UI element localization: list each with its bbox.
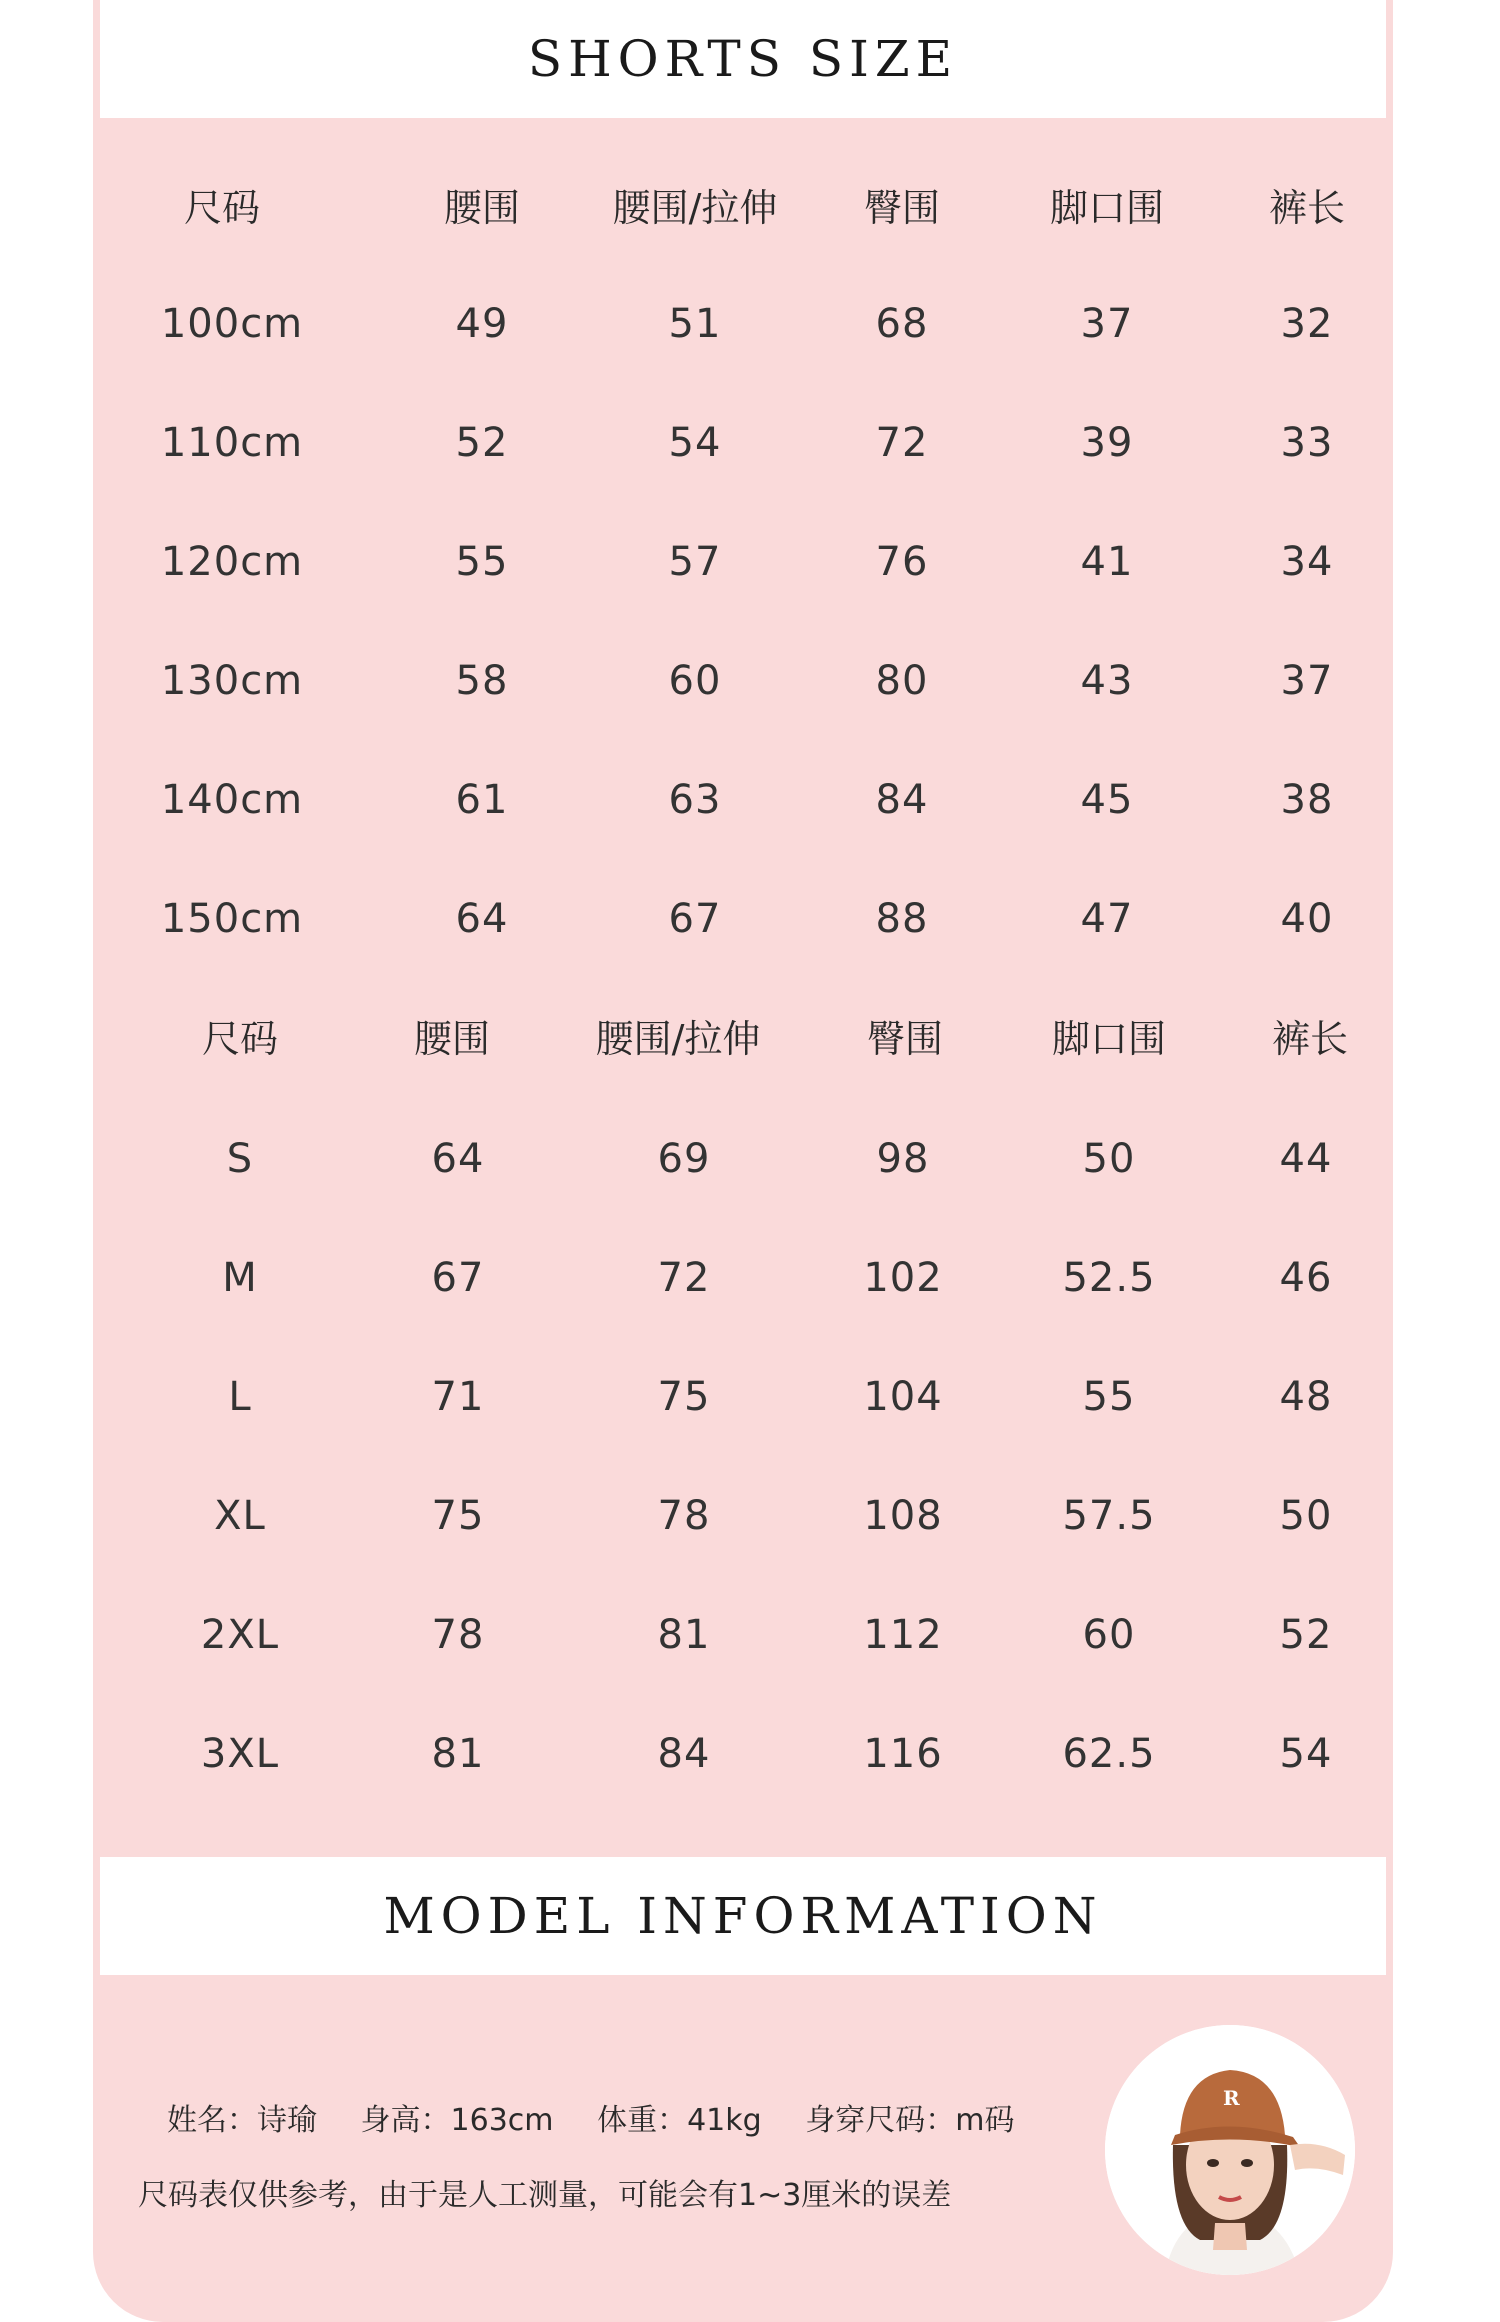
value-cell: 57 — [668, 539, 722, 585]
table-row — [0, 1695, 1500, 1813]
svg-text:R: R — [1223, 2086, 1240, 2110]
value-cell: 54 — [1279, 1731, 1333, 1777]
header-leg-opening: 脚口围 — [1049, 185, 1165, 230]
size-title-banner — [100, 0, 1386, 118]
header-hip: 臀围 — [863, 185, 941, 230]
value-cell: 52.5 — [1062, 1255, 1156, 1301]
model-avatar — [1105, 2025, 1355, 2275]
value-cell: 54 — [668, 420, 722, 466]
table-row — [0, 860, 1500, 978]
value-cell: 84 — [875, 777, 929, 823]
adult-table-header — [0, 976, 1500, 1094]
table-row — [0, 741, 1500, 859]
header-size: 尺码 — [183, 185, 261, 230]
value-cell: 41 — [1080, 539, 1134, 585]
model-title-banner — [100, 1857, 1386, 1975]
value-cell: 108 — [863, 1493, 943, 1539]
header-waist: 腰围 — [413, 1016, 491, 1061]
value-cell: 112 — [863, 1612, 943, 1658]
size-cell: XL — [214, 1493, 266, 1539]
value-cell: 46 — [1279, 1255, 1333, 1301]
value-cell: 55 — [1082, 1374, 1136, 1420]
header-waist-stretch: 腰围/拉伸 — [595, 1016, 761, 1061]
value-cell: 57.5 — [1062, 1493, 1156, 1539]
size-cell: S — [226, 1136, 254, 1182]
model-weight: 体重：41kg — [597, 2103, 762, 2138]
value-cell: 80 — [875, 658, 929, 704]
value-cell: 76 — [875, 539, 929, 585]
header-length: 裤长 — [1271, 1016, 1349, 1061]
value-cell: 52 — [1279, 1612, 1333, 1658]
size-cell: L — [228, 1374, 252, 1420]
value-cell: 40 — [1280, 896, 1334, 942]
value-cell: 60 — [668, 658, 722, 704]
value-cell: 49 — [455, 301, 509, 347]
size-cell: 140cm — [160, 777, 304, 823]
value-cell: 75 — [431, 1493, 485, 1539]
value-cell: 62.5 — [1062, 1731, 1156, 1777]
value-cell: 102 — [863, 1255, 943, 1301]
size-cell: 100cm — [160, 301, 304, 347]
table-row — [0, 1219, 1500, 1337]
value-cell: 64 — [431, 1136, 485, 1182]
value-cell: 88 — [875, 896, 929, 942]
value-cell: 61 — [455, 777, 509, 823]
value-cell: 44 — [1279, 1136, 1333, 1182]
value-cell: 98 — [876, 1136, 930, 1182]
table-row — [0, 1338, 1500, 1456]
size-cell: 110cm — [160, 420, 304, 466]
value-cell: 38 — [1280, 777, 1334, 823]
value-cell: 50 — [1279, 1493, 1333, 1539]
value-cell: 47 — [1080, 896, 1134, 942]
value-cell: 116 — [863, 1731, 943, 1777]
size-cell: M — [222, 1255, 258, 1301]
value-cell: 52 — [455, 420, 509, 466]
header-waist-stretch: 腰围/拉伸 — [612, 185, 778, 230]
value-cell: 34 — [1280, 539, 1334, 585]
table-row — [0, 1576, 1500, 1694]
model-portrait-icon — [1105, 2025, 1355, 2275]
size-cell: 130cm — [160, 658, 304, 704]
value-cell: 81 — [431, 1731, 485, 1777]
header-length: 裤长 — [1268, 185, 1346, 230]
value-cell: 60 — [1082, 1612, 1136, 1658]
value-cell: 58 — [455, 658, 509, 704]
value-cell: 50 — [1082, 1136, 1136, 1182]
value-cell: 43 — [1080, 658, 1134, 704]
table-row — [0, 1100, 1500, 1218]
header-waist: 腰围 — [443, 185, 521, 230]
value-cell: 63 — [668, 777, 722, 823]
value-cell: 71 — [431, 1374, 485, 1420]
model-title: MODEL INFORMATION — [383, 1887, 1103, 1945]
table-row — [0, 384, 1500, 502]
value-cell: 78 — [431, 1612, 485, 1658]
header-hip: 臀围 — [866, 1016, 944, 1061]
disclaimer-text: 尺码表仅供参考，由于是人工测量，可能会有1~3厘米的误差 — [138, 2178, 952, 2213]
value-cell: 37 — [1280, 658, 1334, 704]
value-cell: 45 — [1080, 777, 1134, 823]
value-cell: 81 — [657, 1612, 711, 1658]
value-cell: 78 — [657, 1493, 711, 1539]
header-size: 尺码 — [201, 1016, 279, 1061]
value-cell: 72 — [657, 1255, 711, 1301]
value-cell: 67 — [431, 1255, 485, 1301]
header-leg-opening: 脚口围 — [1051, 1016, 1167, 1061]
value-cell: 72 — [875, 420, 929, 466]
model-size: 身穿尺码：m码 — [805, 2103, 1015, 2138]
size-cell: 3XL — [200, 1731, 280, 1777]
table-row — [0, 265, 1500, 383]
value-cell: 64 — [455, 896, 509, 942]
value-cell: 84 — [657, 1731, 711, 1777]
value-cell: 32 — [1280, 301, 1334, 347]
value-cell: 48 — [1279, 1374, 1333, 1420]
table-row — [0, 503, 1500, 621]
value-cell: 33 — [1280, 420, 1334, 466]
model-height: 身高：163cm — [360, 2103, 554, 2138]
value-cell: 75 — [657, 1374, 711, 1420]
kids-table-header — [0, 145, 1500, 263]
size-cell: 2XL — [200, 1612, 280, 1658]
table-row — [0, 622, 1500, 740]
value-cell: 104 — [863, 1374, 943, 1420]
table-row — [0, 1457, 1500, 1575]
model-name: 姓名：诗瑜 — [167, 2103, 317, 2138]
value-cell: 67 — [668, 896, 722, 942]
value-cell: 37 — [1080, 301, 1134, 347]
size-cell: 120cm — [160, 539, 304, 585]
size-title: SHORTS SIZE — [527, 30, 959, 88]
value-cell: 39 — [1080, 420, 1134, 466]
value-cell: 51 — [668, 301, 722, 347]
value-cell: 69 — [657, 1136, 711, 1182]
value-cell: 68 — [875, 301, 929, 347]
size-cell: 150cm — [160, 896, 304, 942]
value-cell: 55 — [455, 539, 509, 585]
